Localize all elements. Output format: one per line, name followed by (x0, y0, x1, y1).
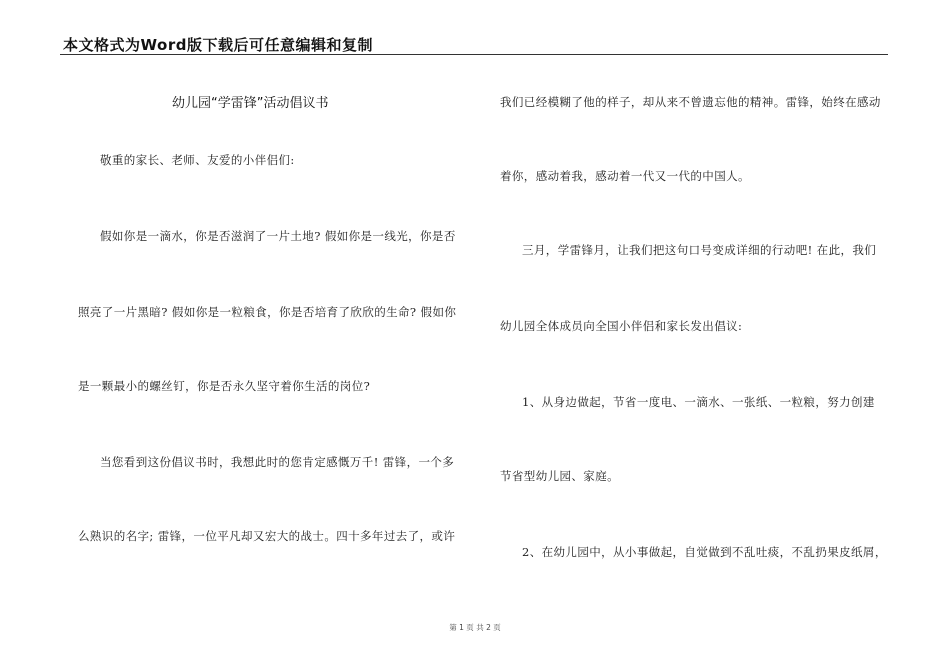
paragraph-line: 幼儿园全体成员向全国小伴侣和家长发出倡议: (500, 319, 743, 333)
right-column (500, 0, 890, 672)
paragraph-line: 1、从身边做起，节省一度电、一滴水、一张纸、一粒粮，努力创建 (522, 395, 875, 409)
paragraph-line: 着你，感动着我，感动着一代又一代的中国人。 (500, 169, 750, 183)
page-header-title: 本文格式为Word版下载后可任意编辑和复制 (63, 36, 373, 54)
paragraph-line: 节省型幼儿园、家庭。 (500, 469, 619, 483)
paragraph-line: 照亮了一片黑暗? 假如你是一粒粮食，你是否培育了欣欣的生命? 假如你 (78, 305, 457, 319)
paragraph-line: 么熟识的名字; 雷锋，一位平凡却又宏大的战士。四十多年过去了，或许 (78, 529, 456, 543)
paragraph-line: 当您看到这份倡议书时，我想此时的您肯定感慨万千! 雷锋，一个多 (100, 455, 455, 469)
paragraph-line: 我们已经模糊了他的样子，却从来不曾遗忘他的精神。雷锋，始终在感动 (500, 95, 881, 109)
left-column (78, 0, 468, 672)
document-title: 幼儿园“学雷锋”活动倡议书 (172, 96, 329, 111)
paragraph-line: 假如你是一滴水，你是否滋润了一片土地? 假如你是一线光，你是否 (100, 229, 456, 243)
paragraph-line: 敬重的家长、老师、友爱的小伴侣们: (100, 153, 295, 167)
paragraph-line: 是一颗最小的螺丝钉，你是否永久坚守着你生活的岗位? (78, 379, 371, 393)
paragraph-line: 2、在幼儿园中，从小事做起，自觉做到不乱吐痰，不乱扔果皮纸屑， (522, 545, 887, 559)
page-footer-indicator: 第 1 页 共 2 页 (449, 623, 501, 632)
paragraph-line: 三月，学雷锋月，让我们把这句口号变成详细的行动吧! 在此，我们 (522, 243, 877, 257)
